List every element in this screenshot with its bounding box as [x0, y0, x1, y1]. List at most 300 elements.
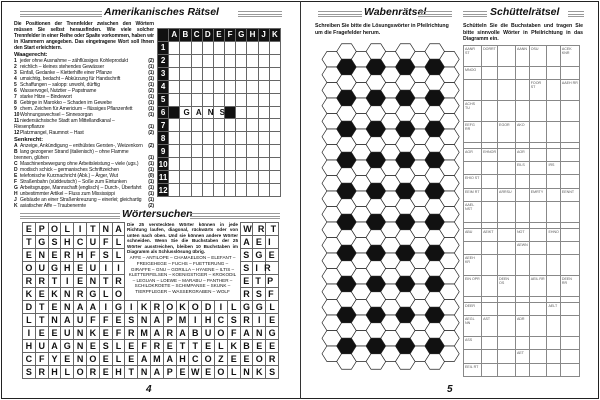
letter-cell[interactable]: N — [240, 365, 254, 379]
answer-cell[interactable] — [529, 316, 547, 337]
letter-cell[interactable]: E — [35, 326, 49, 340]
answer-cell[interactable] — [515, 255, 529, 276]
answer-cell[interactable] — [560, 255, 579, 276]
answer-cell[interactable] — [482, 201, 498, 222]
letter-cell[interactable]: D — [201, 300, 215, 314]
row-header: 12 — [158, 185, 168, 195]
answer-cell[interactable] — [547, 241, 560, 254]
letter-cell[interactable]: E — [22, 248, 36, 262]
letter-cell[interactable]: E — [201, 339, 215, 353]
letter-cell[interactable]: I — [60, 274, 74, 288]
answer-cell[interactable] — [464, 350, 482, 363]
answer-cell[interactable] — [547, 46, 560, 67]
clue-text: Gebirge in Marokko – Schaden im Gewebe — [20, 100, 112, 106]
letter-cell[interactable]: L — [22, 313, 36, 327]
clue-text: Straßenbahn (süddeutsch) – Soße zum Eintunken — [20, 179, 127, 185]
letter-cell[interactable]: P — [163, 313, 177, 327]
answer-cell[interactable] — [482, 241, 498, 254]
letter-cell[interactable]: T — [48, 274, 62, 288]
answer-cell[interactable] — [515, 336, 529, 349]
answer-cell[interactable] — [529, 241, 547, 254]
letter-cell[interactable]: N — [99, 222, 113, 236]
answer-cell[interactable] — [547, 276, 560, 297]
letter-cell[interactable]: N — [73, 339, 87, 353]
clue-count: (1) — [148, 106, 154, 112]
letter-cell[interactable]: L — [99, 287, 113, 301]
clue-number: K — [14, 203, 18, 209]
letter-cell[interactable]: E — [73, 274, 87, 288]
column-header: C — [191, 29, 202, 42]
letter-cell[interactable]: N — [86, 274, 100, 288]
letter-cell[interactable]: L — [214, 339, 228, 353]
answer-cell[interactable] — [560, 201, 579, 222]
letter-cell[interactable]: D — [22, 300, 36, 314]
letter-cell[interactable]: R — [86, 365, 100, 379]
letter-cell[interactable]: H — [22, 339, 36, 353]
letter-cell[interactable]: H — [60, 235, 74, 249]
answer-cell[interactable] — [529, 175, 547, 188]
clue-cell: EHNO — [547, 228, 560, 241]
answer-cell[interactable] — [529, 350, 547, 363]
letter-cell[interactable]: E — [124, 352, 138, 366]
answer-cell[interactable] — [560, 66, 579, 79]
letter-cell[interactable]: E — [48, 248, 62, 262]
row-header: 10 — [158, 159, 168, 169]
clue-number: H — [14, 191, 18, 197]
letter-cell[interactable]: G — [60, 339, 74, 353]
answer-cell[interactable] — [515, 66, 529, 79]
letter-cell[interactable]: K — [137, 300, 151, 314]
clue-cell: EHIO ST — [464, 175, 482, 188]
letter-cell[interactable]: F — [112, 326, 126, 340]
answer-cell[interactable] — [547, 350, 560, 363]
answer-cell[interactable] — [529, 363, 547, 376]
letter-cell[interactable]: N — [137, 365, 151, 379]
letter-cell[interactable]: L — [60, 365, 74, 379]
letter-cell[interactable]: I — [124, 300, 138, 314]
letter-cell[interactable]: S — [48, 235, 62, 249]
row-header: 5 — [158, 93, 169, 106]
answer-cell[interactable] — [515, 101, 529, 122]
answer-cell[interactable] — [498, 162, 516, 175]
letter-cell[interactable]: T — [124, 365, 138, 379]
letter-cell[interactable]: L — [227, 365, 241, 379]
letter-cell[interactable]: U — [35, 339, 49, 353]
letter-cell[interactable]: R — [124, 326, 138, 340]
letter-cell[interactable]: E — [265, 313, 279, 327]
letter-cell[interactable]: E — [35, 287, 49, 301]
letter-cell[interactable]: O — [22, 261, 36, 275]
answer-cell[interactable] — [529, 162, 547, 175]
letter-cell[interactable]: E — [265, 339, 279, 353]
letter-cell[interactable]: R — [35, 274, 49, 288]
letter-cell[interactable]: Z — [214, 352, 228, 366]
letter-cell[interactable]: N — [73, 352, 87, 366]
letter-cell[interactable]: N — [35, 248, 49, 262]
letter-cell[interactable]: L — [112, 352, 126, 366]
clue-cell: AKO — [515, 122, 529, 143]
answer-cell[interactable] — [515, 276, 529, 297]
letter-cell[interactable]: A — [48, 339, 62, 353]
answer-cell[interactable] — [547, 336, 560, 349]
clue-text: Schaffungen – salopp: unwohl, dürftig — [20, 82, 100, 88]
letter-cell[interactable]: R — [240, 313, 254, 327]
clue-cell: AEWN — [515, 241, 529, 254]
letter-cell[interactable]: I — [99, 300, 113, 314]
letter-cell[interactable]: E — [48, 326, 62, 340]
letter-cell[interactable]: U — [73, 313, 87, 327]
letter-cell[interactable]: E — [176, 365, 190, 379]
letter-cell[interactable]: O — [86, 352, 100, 366]
letter-cell[interactable]: L — [112, 339, 126, 353]
letter-cell[interactable]: L — [60, 222, 74, 236]
answer-cell[interactable] — [498, 302, 516, 315]
letter-group-right: AEI — [243, 237, 277, 247]
letter-cell[interactable]: Y — [48, 352, 62, 366]
answer-cell[interactable] — [560, 101, 579, 122]
letter-cell[interactable]: C — [73, 235, 87, 249]
letter-cell[interactable]: F — [137, 339, 151, 353]
letter-cell[interactable]: H — [201, 313, 215, 327]
answer-cell[interactable] — [482, 188, 498, 201]
answer-cell[interactable] — [498, 350, 516, 363]
letter-cell[interactable]: A — [150, 313, 164, 327]
letter-cell[interactable]: A — [86, 300, 100, 314]
answer-cell[interactable] — [515, 201, 529, 222]
answer-cell[interactable] — [482, 162, 498, 175]
answer-cell[interactable] — [547, 188, 560, 201]
letter-cell[interactable]: A — [150, 365, 164, 379]
letter-cell[interactable]: I — [252, 313, 266, 327]
clue-text: Wasservogel, Nutztier – Papstname — [20, 88, 97, 94]
answer-cell[interactable] — [498, 46, 516, 67]
letter-cell[interactable]: I — [112, 261, 126, 275]
letter-cell[interactable]: S — [22, 365, 36, 379]
answer-cell[interactable] — [498, 148, 516, 161]
letter-cell[interactable]: G — [240, 300, 254, 314]
letter-cell[interactable]: O — [163, 300, 177, 314]
answer-cell[interactable] — [498, 201, 516, 222]
letter-cell[interactable]: U — [35, 261, 49, 275]
letter-cell[interactable]: F — [227, 326, 241, 340]
letter-cell[interactable]: L — [227, 300, 241, 314]
letter-cell[interactable]: N — [60, 300, 74, 314]
answer-cell[interactable] — [498, 336, 516, 349]
answer-cell[interactable] — [560, 228, 579, 241]
letter-cell[interactable]: T — [35, 300, 49, 314]
answer-cell[interactable] — [547, 148, 560, 161]
clue-number: E — [14, 173, 18, 179]
clue-number: 12 — [14, 130, 20, 136]
letter-cell[interactable]: E — [73, 261, 87, 275]
clue-cell: AEIKT — [482, 228, 498, 241]
letter-cell[interactable]: E — [99, 326, 113, 340]
letter-cell[interactable]: H — [48, 365, 62, 379]
letter-cell[interactable]: R — [73, 287, 87, 301]
letter-cell[interactable]: G — [265, 326, 279, 340]
column-header: D — [202, 29, 213, 42]
letter-cell[interactable]: E — [252, 339, 266, 353]
letter-cell[interactable]: A — [176, 326, 190, 340]
clue-text: jeder ohne Ausnahme – zähflüssiges Kohleprodukt — [20, 58, 128, 64]
answer-cell[interactable] — [547, 201, 560, 222]
letter-cell[interactable]: A — [163, 352, 177, 366]
letter-cell[interactable]: M — [137, 326, 151, 340]
answer-cell[interactable] — [515, 302, 529, 315]
letter-cell[interactable]: F — [86, 313, 100, 327]
answer-cell[interactable] — [529, 101, 547, 122]
clue-number: J — [14, 197, 17, 203]
letter-cell[interactable]: T — [188, 339, 202, 353]
letter-cell[interactable]: O — [188, 300, 202, 314]
letter-cell[interactable]: E — [227, 352, 241, 366]
letter-cell[interactable]: E — [240, 352, 254, 366]
letter-cell[interactable]: R — [112, 274, 126, 288]
answer-cell[interactable] — [482, 122, 498, 143]
answer-cell[interactable] — [482, 66, 498, 79]
letter-cell[interactable]: R — [150, 300, 164, 314]
letter-cell[interactable]: G — [35, 235, 49, 249]
answer-cell[interactable] — [482, 255, 498, 276]
letter-cell[interactable]: C — [22, 352, 36, 366]
answer-cell[interactable] — [498, 241, 516, 254]
answer-cell[interactable] — [515, 363, 529, 376]
letter-cell[interactable]: S — [265, 365, 279, 379]
letter-cell[interactable]: A — [150, 326, 164, 340]
letter-cell[interactable]: F — [35, 352, 49, 366]
letter-cell[interactable]: T — [86, 222, 100, 236]
letter-cell[interactable]: U — [201, 326, 215, 340]
letter-cell[interactable]: K — [86, 326, 100, 340]
letter-cell[interactable]: L — [112, 235, 126, 249]
answer-cell[interactable] — [547, 363, 560, 376]
answer-cell[interactable] — [547, 255, 560, 276]
letter-cell[interactable]: N — [73, 326, 87, 340]
letter-cell[interactable]: I — [22, 326, 36, 340]
letter-cell[interactable]: M — [150, 352, 164, 366]
letter-cell[interactable]: H — [73, 248, 87, 262]
answer-cell[interactable] — [560, 148, 579, 161]
letter-cell[interactable]: R — [60, 248, 74, 262]
letter-cell[interactable]: A — [112, 222, 126, 236]
answer-cell[interactable] — [529, 201, 547, 222]
clue-cell: ACEK KNR — [560, 46, 579, 67]
answer-cell[interactable] — [498, 228, 516, 241]
letter-cell[interactable]: F — [86, 248, 100, 262]
letter-cell[interactable]: H — [112, 365, 126, 379]
answer-cell[interactable] — [498, 80, 516, 101]
letter-cell[interactable]: E — [99, 365, 113, 379]
letter-cell[interactable]: I — [214, 300, 228, 314]
title-decoration — [463, 11, 487, 17]
answer-cell[interactable] — [529, 336, 547, 349]
letter-cell[interactable]: S — [124, 313, 138, 327]
letter-cell[interactable]: K — [22, 287, 36, 301]
answer-cell[interactable] — [498, 175, 516, 188]
letter-cell[interactable]: L — [112, 248, 126, 262]
answer-cell[interactable] — [482, 276, 498, 297]
answer-cell[interactable] — [547, 122, 560, 143]
answer-cell[interactable] — [547, 316, 560, 337]
letter-cell[interactable]: O — [214, 326, 228, 340]
letter-cell[interactable]: S — [99, 339, 113, 353]
letter-cell[interactable]: I — [99, 261, 113, 275]
answer-cell[interactable] — [498, 255, 516, 276]
letter-cell[interactable]: A — [60, 313, 74, 327]
answer-cell[interactable] — [482, 80, 498, 101]
clue-number: 8 — [14, 100, 17, 106]
clue-text: lang gezogener Strand (italienisch) – ohne Flamme brennen, glühen — [14, 149, 129, 161]
start-word: GANS — [183, 108, 232, 117]
answer-cell[interactable] — [482, 175, 498, 188]
letter-cell[interactable]: F — [99, 313, 113, 327]
letter-cell[interactable]: E — [201, 365, 215, 379]
answer-cell[interactable] — [464, 162, 482, 175]
letter-cell[interactable]: N — [60, 287, 74, 301]
clue-number: F — [14, 179, 17, 185]
letter-cell[interactable]: B — [240, 339, 254, 353]
letter-cell[interactable]: G — [48, 261, 62, 275]
answer-cell[interactable] — [560, 350, 579, 363]
answer-cell[interactable] — [529, 66, 547, 79]
answer-cell[interactable] — [529, 228, 547, 241]
answer-cell[interactable] — [498, 66, 516, 79]
answer-cell[interactable] — [560, 316, 579, 337]
clue-text: Anzeige, Ankündigung – enthülstes Gersten-, Weizenkorn — [20, 143, 143, 149]
answer-cell[interactable] — [482, 350, 498, 363]
letter-cell[interactable]: A — [240, 326, 254, 340]
answer-cell[interactable] — [560, 302, 579, 315]
letter-cell[interactable]: O — [252, 352, 266, 366]
answer-cell[interactable] — [529, 255, 547, 276]
letter-cell[interactable]: L — [265, 300, 279, 314]
letter-cell[interactable]: I — [73, 222, 87, 236]
letter-cell[interactable]: N — [137, 313, 151, 327]
letter-cell[interactable]: U — [86, 235, 100, 249]
letter-cell[interactable]: K — [227, 339, 241, 353]
clue-number: 2 — [14, 64, 17, 70]
answer-cell[interactable] — [515, 175, 529, 188]
answer-cell[interactable] — [498, 316, 516, 337]
letter-cell[interactable]: A — [73, 300, 87, 314]
letter-cell[interactable]: K — [48, 287, 62, 301]
letter-cell[interactable]: M — [176, 313, 190, 327]
letter-cell[interactable]: E — [22, 222, 36, 236]
answer-cell[interactable] — [498, 363, 516, 376]
answer-cell[interactable] — [547, 80, 560, 101]
letter-cell[interactable]: F — [99, 235, 113, 249]
column-header: G — [236, 29, 247, 42]
letter-cell[interactable]: H — [176, 352, 190, 366]
letter-cell[interactable]: E — [163, 339, 177, 353]
letter-cell[interactable]: E — [99, 352, 113, 366]
answer-cell[interactable] — [529, 122, 547, 143]
letter-cell[interactable]: P — [163, 365, 177, 379]
letter-cell[interactable]: S — [227, 313, 241, 327]
answer-cell[interactable] — [560, 336, 579, 349]
answer-cell[interactable] — [498, 101, 516, 122]
answer-cell[interactable] — [560, 162, 579, 175]
letter-cell[interactable]: K — [176, 300, 190, 314]
letter-cell[interactable]: T — [22, 235, 36, 249]
clue-count: (1) — [148, 161, 154, 167]
letter-cell[interactable]: N — [252, 326, 266, 340]
letter-cell[interactable]: T — [176, 339, 190, 353]
letter-cell[interactable]: U — [86, 261, 100, 275]
letter-cell[interactable]: E — [124, 339, 138, 353]
letter-cell[interactable]: G — [86, 287, 100, 301]
letter-cell[interactable]: N — [48, 313, 62, 327]
row-header: 9 — [158, 145, 169, 158]
answer-cell[interactable] — [464, 241, 482, 254]
answer-cell[interactable] — [482, 336, 498, 349]
answer-cell[interactable] — [529, 302, 547, 315]
answer-cell[interactable] — [547, 175, 560, 188]
letter-cell[interactable]: O — [112, 287, 126, 301]
letter-cell[interactable]: G — [112, 300, 126, 314]
answer-cell[interactable] — [482, 101, 498, 122]
letter-cell[interactable]: C — [214, 313, 228, 327]
clue-count: (1) — [148, 179, 154, 185]
letter-cell[interactable]: S — [99, 248, 113, 262]
letter-cell[interactable]: R — [163, 326, 177, 340]
letter-cell[interactable]: O — [214, 365, 228, 379]
letter-cell[interactable]: B — [188, 326, 202, 340]
letter-cell[interactable]: R — [150, 339, 164, 353]
letter-cell[interactable]: A — [137, 352, 151, 366]
letter-cell[interactable]: P — [35, 222, 49, 236]
letter-cell[interactable]: E — [60, 352, 74, 366]
clue-count: (2) — [148, 130, 154, 136]
letter-cell[interactable]: I — [188, 313, 202, 327]
letter-cell[interactable]: T — [35, 313, 49, 327]
answer-cell[interactable] — [560, 241, 579, 254]
answer-cell[interactable] — [560, 175, 579, 188]
clue-text: niedersächsische Stadt am Mittellandkanal – Riesenpflanze — [14, 118, 115, 130]
answer-cell[interactable] — [515, 188, 529, 201]
answer-cell[interactable] — [482, 363, 498, 376]
letter-cell[interactable]: G — [252, 300, 266, 314]
answer-cell[interactable] — [547, 66, 560, 79]
letter-cell[interactable]: W — [188, 365, 202, 379]
letter-cell[interactable]: O — [48, 222, 62, 236]
answer-cell[interactable] — [560, 363, 579, 376]
letter-cell[interactable]: O — [201, 352, 215, 366]
letter-cell[interactable]: C — [188, 352, 202, 366]
letter-group-right: SIR — [243, 263, 277, 273]
letter-cell[interactable]: O — [73, 365, 87, 379]
clue-text: umsichtig, bedacht – Abkürzung für Handschrift — [20, 76, 121, 82]
letter-cell[interactable]: E — [48, 300, 62, 314]
letter-cell[interactable]: E — [86, 339, 100, 353]
letter-cell[interactable]: T — [99, 274, 113, 288]
letter-cell[interactable]: E — [112, 313, 126, 327]
answer-cell[interactable] — [482, 302, 498, 315]
answer-cell[interactable] — [515, 80, 529, 101]
answer-cell[interactable] — [547, 101, 560, 122]
letter-cell[interactable]: U — [60, 326, 74, 340]
answer-cell[interactable] — [529, 148, 547, 161]
answer-cell[interactable] — [464, 80, 482, 101]
letter-cell[interactable]: H — [60, 261, 74, 275]
letter-group-right: ETP — [243, 276, 280, 286]
letter-cell[interactable]: K — [252, 365, 266, 379]
letter-cell[interactable]: R — [265, 352, 279, 366]
letter-cell[interactable]: R — [22, 274, 36, 288]
letter-cell[interactable]: R — [35, 365, 49, 379]
answer-cell[interactable] — [560, 122, 579, 143]
clue-text: telefonische Kurznachricht (Abk.) – Ärger, Wut — [20, 173, 118, 179]
